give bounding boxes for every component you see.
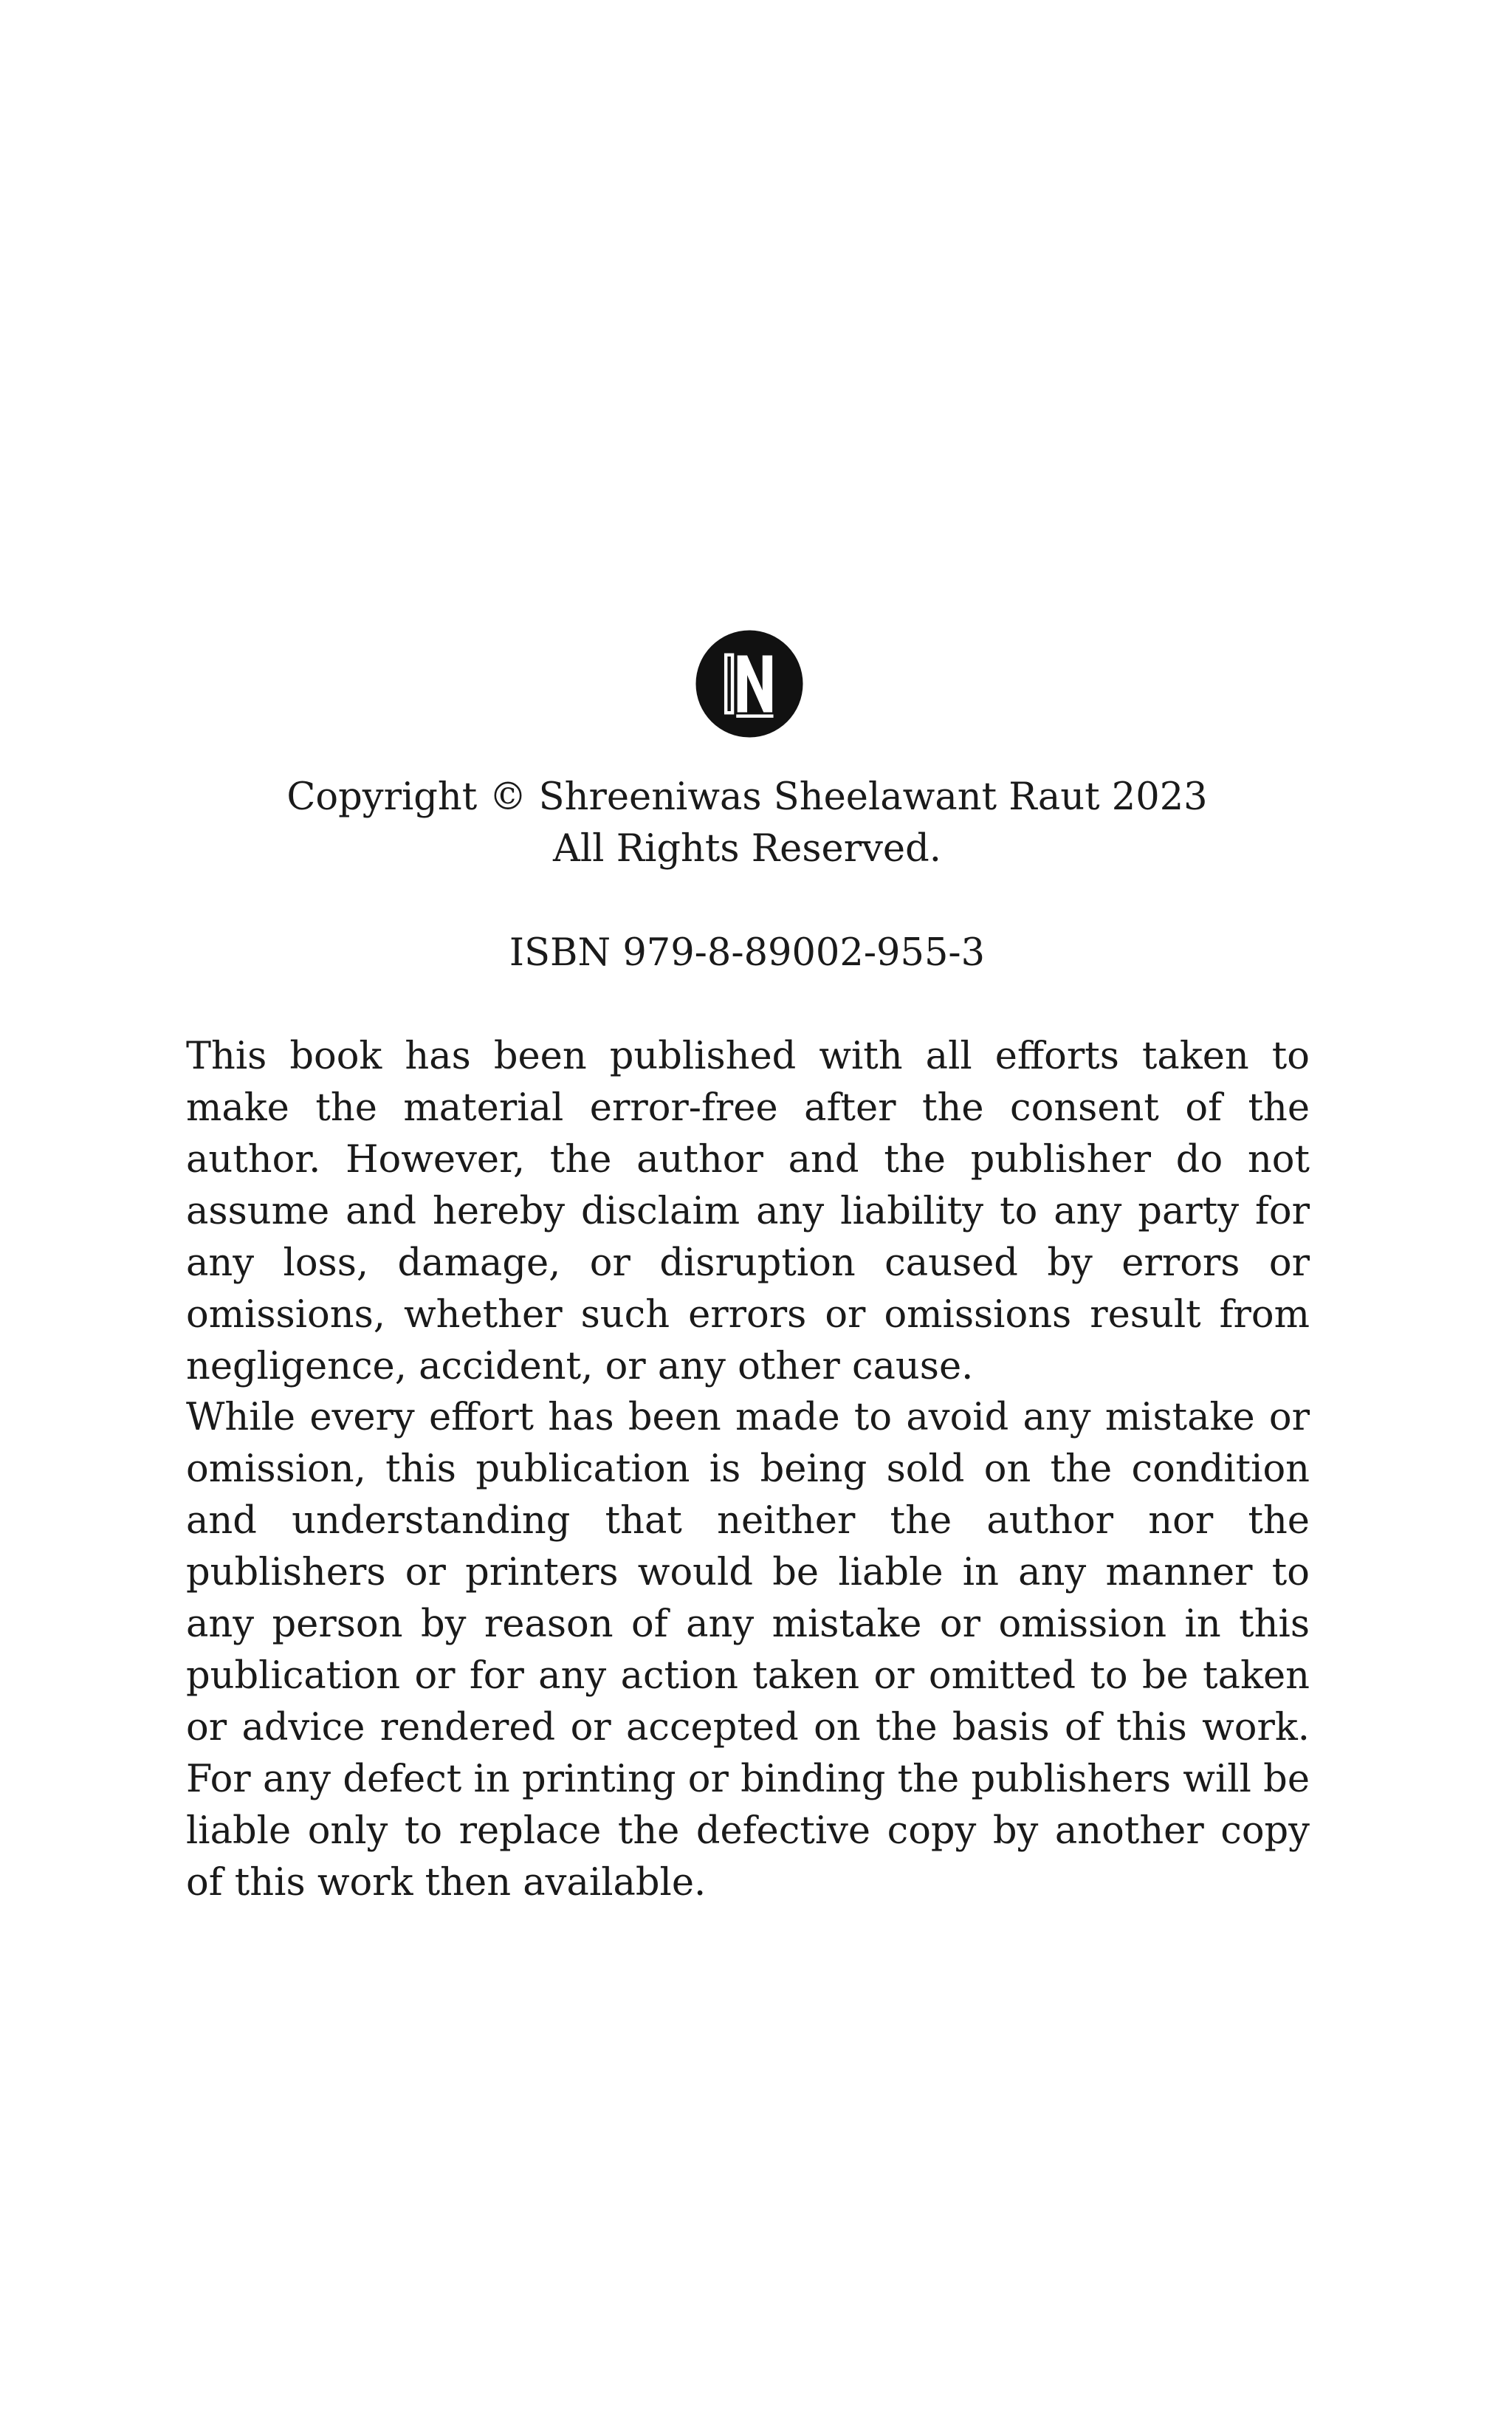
copyright-notice [186, 772, 1308, 875]
copyright-line: Copyright © Shreeniwas Sheelawant Raut 2023 [286, 775, 1208, 819]
publisher-n-logo-icon [695, 629, 804, 738]
liability-paragraph: While every effort has been made to avoid any mistake or omission, this publication is being sold on the condition and understanding that neither the author nor the publishers or printers would be liable in any manner to any person by reason of any mistake or omission in this publication or for any action taken or omitted to be taken or advice rendered or accepted on the basis of this work. For any defect in printing or binding the publishers will be liable only to replace the defective copy by another copy of this work then available. [186, 1396, 1310, 1905]
rights-reserved: All Rights Reserved. [553, 827, 941, 871]
disclaimer-paragraph: This book has been published with all efforts taken to make the material error-free after the consent of the author. However, the author and the publisher do not assume and hereby disclaim any liability to any party for any loss, damage, or disruption caused by errors or omissions, whether such errors or omissions result from negligence, accident, or any other cause. [186, 1035, 1310, 1388]
isbn-number: ISBN 979-8-89002-955-3 [509, 931, 986, 975]
